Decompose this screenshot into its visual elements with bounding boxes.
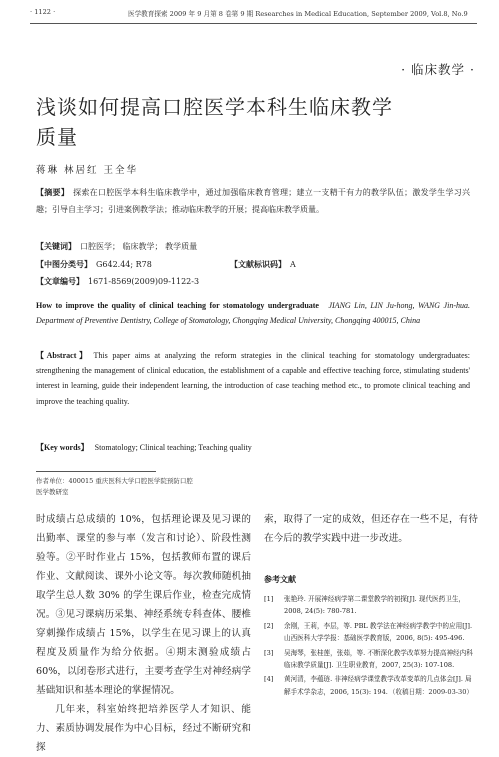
- article-no-line: 【文章编号】 1671-8569(2009)09-1122-3: [36, 276, 200, 286]
- abstract-text: 探索在口腔医学本科生临床教学中，通过加强临床教育管理；建立一支精干有力的教学队伍；激发学生学习兴趣；引导自主学习；引进案例教学法；推动临床教学的开展；提高临床教学质量。: [36, 188, 471, 214]
- abstract-cn: [36, 184, 470, 218]
- english-first-author: JIANG Lin,: [328, 301, 367, 310]
- footnote-rule: [36, 471, 156, 472]
- english-title-block: [36, 298, 470, 328]
- keywords-text: 口腔医学； 临床教学； 教学质量: [80, 242, 198, 251]
- references-title: 参考文献: [264, 574, 296, 584]
- section-label: · 临床教学 ·: [401, 62, 475, 77]
- body-paragraph: 索，取得了一定的成效，但还存在一些不足，有待在今后的教学实践中进一步改进。: [264, 514, 478, 544]
- abstract-label: 【摘要】: [36, 187, 70, 197]
- body-paragraph: 时成绩占总成绩的 10%，包括理论课及见习课的出勤率、课堂的参与率（发言和讨论）、阶段性测验等。②平时作业占 15%，包括教师布置的课后作业、文献阅读、课外小论文等。每次教师随机抽取学生总人数 30% 的学生课后作业，检查完成情况。③见习课病历采集、神经系统专科查体、腰椎穿刺操作成绩占 15%，以学生在见习课上的认真程度及质量作为给分依据。④期末测验成绩占 60%，以闭卷形式进行，主要考查学生对神经病学基础知识和基本理论的掌握情况。: [36, 514, 251, 696]
- reference-item: [2] 余刚，王莉，李层，等. PBL 教学法在神经病学教学中的应用[J]. 山西医科大学学报：基础医学教育版，2006, 8(5): 495-496.: [264, 621, 473, 643]
- body-right-column: [264, 510, 478, 548]
- author-affiliation-footnote: 作者单位：400015 重庆医科大学口腔医学院预防口腔 医学教研室: [36, 477, 193, 496]
- article-title: 浅谈如何提高口腔医学本科生临床教学质量: [36, 95, 393, 149]
- header-rule: [30, 23, 477, 24]
- journal-header: 医学教育探索 2009 年 9 月第 8 卷第 9 期 Researches in Medical Education, September 2009, Vol.8, No.9: [128, 10, 468, 18]
- english-keywords-text: Stomatology; Clinical teaching; Teaching quality: [94, 443, 252, 452]
- reference-item: [1] 张艳玲. 开展神经病学第二课堂教学的初探[J]. 现代医药卫生，2008, 24(5): 780-781.: [264, 595, 466, 616]
- article-no-value: 1671-8569(2009)09-1122-3: [88, 277, 200, 286]
- page-number: · 1122 ·: [30, 8, 56, 16]
- english-abstract-text: This paper aims at analyzing the reform strategies in the clinical teaching for stomatology undergraduates: strengthening the management of clinical education, the establishment of a capable and effective teaching force, stimulating students' interest in learning, guide their independent learning, the introduction of case teaching method etc., to promote clinical teaching and improve the teaching quality.: [36, 351, 470, 406]
- reference-item: [4] 黄河清，李蕴琏. 非神经病学课堂教学改革变革的几点体会[J]. 局解手术学杂志，2006, 15(3): 194.: [264, 675, 472, 696]
- received-date: （收稿日期：2009-03-30）: [388, 688, 473, 696]
- keywords-cn: 【关键词】 口腔医学； 临床教学； 教学质量: [36, 241, 198, 251]
- english-title: How to improve the quality of clinical teaching for stomatology undergraduate: [36, 301, 319, 310]
- doc-code-line: 【文献标识码】 A: [230, 259, 296, 269]
- body-left-column: [36, 510, 251, 757]
- english-abstract: 【Abstract】 This paper aims at analyzing the reform strategies in the clinical teaching for stomatology undergraduates: strengthening the management of clinical education, the establishment of a capable and effective teaching force, stimulating students' interest in learning, guide their independent learning, the introduction of case teaching method etc., to promote clinical teaching and improve the teaching quality.: [36, 351, 470, 406]
- references-list: [264, 593, 478, 700]
- clc-line: 【中图分类号】 G642.44; R78: [36, 259, 152, 269]
- english-affiliation: LIN Ju-hong, WANG Jin-hua. Department of Preventive Dentistry, College of Stomatology, Chongqing Medical University, Chongqing 400015, China: [36, 301, 470, 326]
- english-keywords: 【Key words】 Stomatology; Clinical teaching; Teaching quality: [36, 443, 252, 452]
- clc-value: G642.44; R78: [96, 260, 152, 269]
- body-paragraph: 几年来，科室始终把培养医学人才知识、能力、素质协调发展作为中心目标，经过不断研究和探: [36, 704, 251, 753]
- reference-item: [3] 吴海琴，张桂莲，张茹，等. 不断深化教学改革努力提高神经内科临床教学质量[J]. 卫生职业教育，2007, 25(3): 107-108.: [264, 648, 473, 670]
- doc-code-value: A: [290, 260, 296, 269]
- authors: 蒋琳 林居红 王全华: [36, 165, 139, 176]
